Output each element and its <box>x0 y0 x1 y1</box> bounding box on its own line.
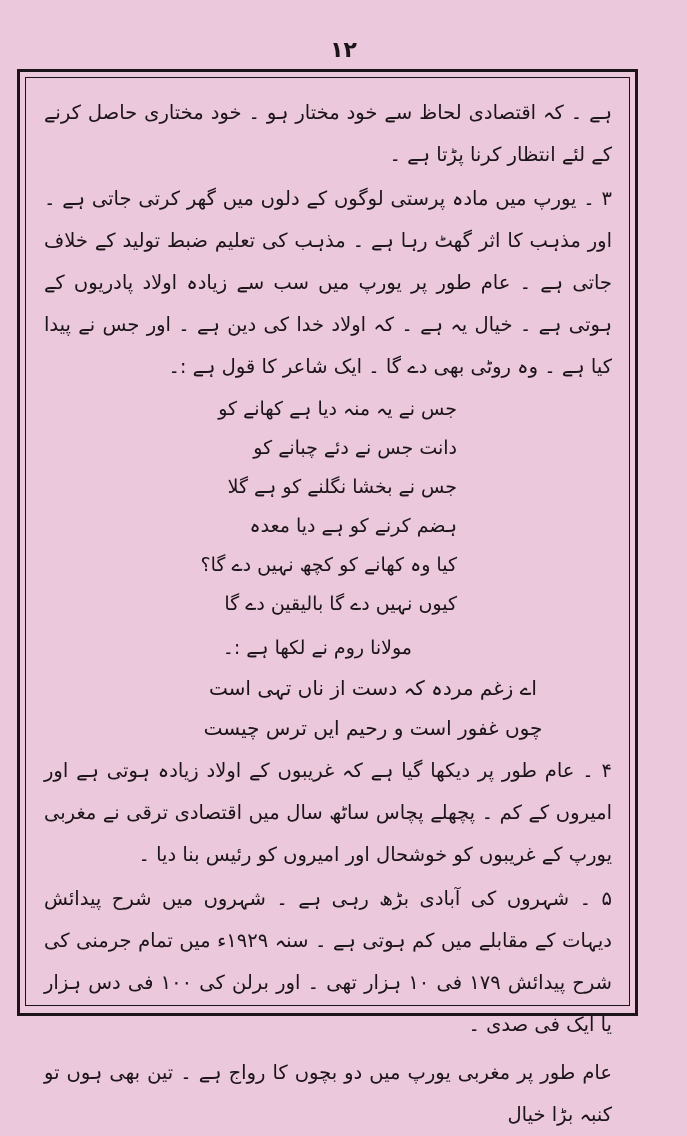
poem-line: جس نے بخشا نگلنے کو ہے گلا <box>227 476 457 498</box>
page-number: ۱۲ <box>330 38 357 63</box>
paragraph-continuation: ہے ۔ کہ اقتصادی لحاظ سے خود مختار ہو ۔ خود مختاری حاصل کرنے کے لئے انتظار کرنا پڑتا ہے ۔ <box>44 101 612 166</box>
page-content <box>44 92 612 1126</box>
persian-verse-line: اے زغم مردہ کہ دست از ناں تہی است <box>209 676 537 700</box>
persian-verse <box>44 668 612 748</box>
paragraph-point-3: ۳ ۔ یورپ میں مادہ پرستی لوگوں کے دلوں میں گھر کرتی جاتی ہے ۔ اور مذہب کا اثر گھٹ رہا ہے ۔ مذہب کی تعلیم ضبط تولید کے خلاف جاتی ہے ۔ عام طور پر یورپ میں سب سے زیادہ اولاد پادریوں کے ہوتی ہے ۔ خیال یہ ہے ۔ کہ اولاد خدا کی دین ہے ۔ اور جس نے پیدا کیا ہے ۔ وہ روٹی بھی دے گا ۔ ایک شاعر کا قول ہے :۔ <box>44 187 612 378</box>
paragraph-point-5: ۵ ۔ شہروں کی آبادی بڑھ رہی ہے ۔ شہروں میں شرح پیدائش دیہات کے مقابلے میں کم ہوتی ہے ۔ سنہ ۱۹۲۹ء میں تمام جرمنی کی شرح پیدائش ۱۷۹ فی ۱۰ ہزار تھی ۔ اور برلن کی ۱۰۰ فی دس ہزار یا ایک فی صدی ۔ <box>44 887 612 1036</box>
poem-line: کیوں نہیں دے گا بالیقین دے گا <box>224 593 457 615</box>
poem-line: ہضم کرنے کو ہے دیا معدہ <box>249 515 457 537</box>
poem-line: جس نے یہ منہ دیا ہے کھانے کو <box>218 398 457 420</box>
poem-line: دانت جس نے دئے چبانے کو <box>253 437 457 459</box>
urdu-poem <box>44 390 612 624</box>
paragraph-point-4: ۴ ۔ عام طور پر دیکھا گیا ہے کہ غریبوں کے اولاد زیادہ ہوتی ہے اور امیروں کے کم ۔ پچھلے پچاس ساٹھ سال میں اقتصادی ترقی نے مغربی یورپ کے غریبوں کو خوشحال اور امیروں کو رئیس بنا دیا ۔ <box>44 759 612 866</box>
poem-line: کیا وہ کھانے کو کچھ نہیں دے گا؟ <box>200 554 457 576</box>
persian-verse-line: چوں غفور است و رحیم ایں ترس چیست <box>203 716 543 740</box>
rumi-quote-intro: مولانا روم نے لکھا ہے :۔ <box>222 637 412 659</box>
paragraph-closing: عام طور پر مغربی یورپ میں دو بچوں کا رواج ہے ۔ تین بھی ہوں تو کنبہ بڑا خیال <box>44 1061 612 1126</box>
